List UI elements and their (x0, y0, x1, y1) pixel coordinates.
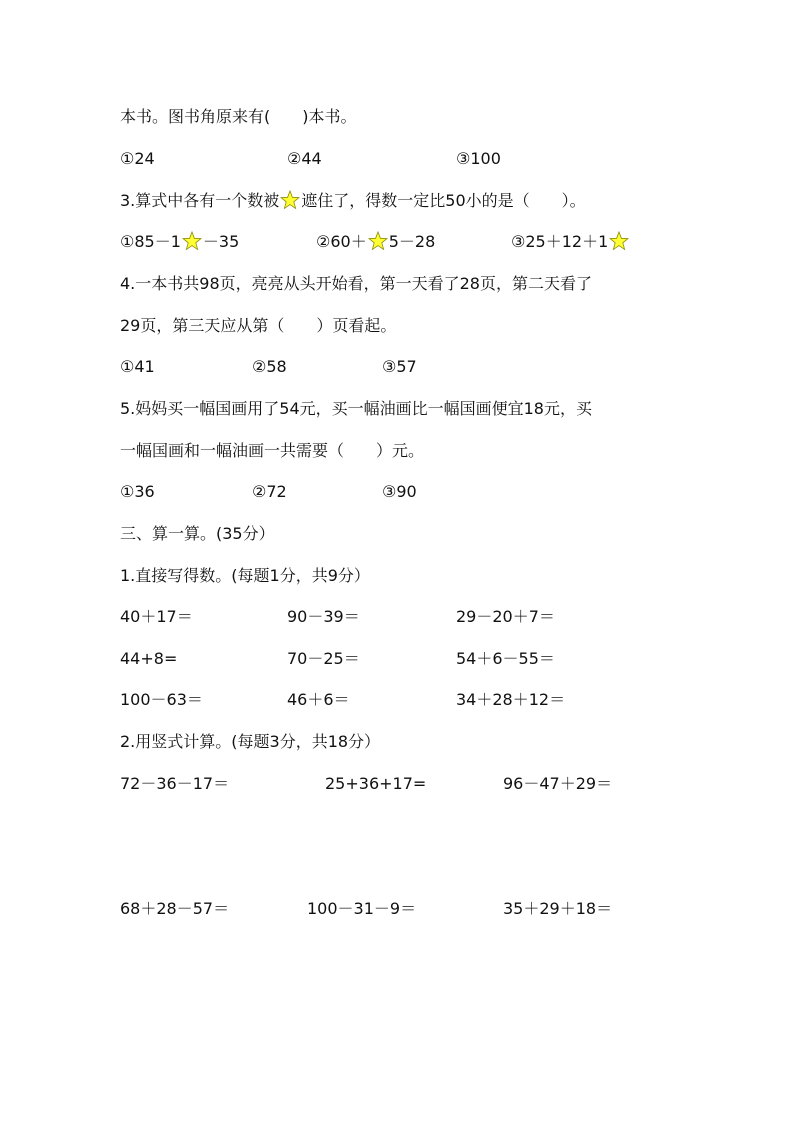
q2-tail-text: 本书。图书角原来有( )本书。 (120, 107, 357, 126)
q3-question (120, 190, 586, 212)
q4-option-3: ③57 (382, 357, 417, 376)
q3-text-before: 3.算式中各有一个数被 (120, 191, 280, 210)
sub-2-item: 35＋29＋18＝ (503, 899, 613, 918)
sub-2-item: 72－36－17＝ (120, 774, 230, 793)
sub-1-item: 44+8= (120, 649, 178, 668)
q4-line-1: 4.一本书共98页，亮亮从头开始看，第一天看了28页，第二天看了 (120, 274, 592, 293)
q5-option-3: ③90 (382, 482, 417, 501)
sub-2-item: 25+36+17= (325, 774, 427, 793)
q2-option-3: ③100 (456, 149, 501, 168)
q5-line-2: 一幅国画和一幅油画一共需要（ ）元。 (120, 441, 425, 460)
q5-option-2: ②72 (252, 482, 287, 501)
sub-1-item: 90－39＝ (287, 607, 360, 626)
q3-option-1 (120, 231, 239, 253)
star-icon (182, 231, 202, 251)
q3-option-2 (316, 231, 435, 253)
q3-option-3-part-a: ③25＋12＋1 (511, 232, 609, 251)
q5-option-1: ①36 (120, 482, 155, 501)
star-icon (368, 231, 388, 251)
q4-option-2: ②58 (252, 357, 287, 376)
sub-1-title: 1.直接写得数。(每题1分，共9分） (120, 566, 370, 585)
sub-1-item: 46＋6＝ (287, 690, 350, 709)
sub-1-item: 54＋6－55＝ (456, 649, 555, 668)
sub-1-item: 100－63＝ (120, 690, 203, 709)
star-icon (609, 231, 629, 251)
sub-2-item: 100－31－9＝ (307, 899, 417, 918)
q3-text-after: 遮住了，得数一定比50小的是（ ）。 (301, 191, 586, 210)
q3-option-1-part-b: －35 (202, 232, 240, 251)
sub-1-item: 29－20＋7＝ (456, 607, 555, 626)
star-icon (280, 190, 300, 210)
q3-option-2-part-a: ②60＋ (316, 232, 367, 251)
sub-1-item: 70－25＝ (287, 649, 360, 668)
sub-1-item: 34＋28＋12＝ (456, 690, 566, 709)
q3-option-3 (511, 231, 630, 253)
q4-option-1: ①41 (120, 357, 155, 376)
sub-1-item: 40＋17＝ (120, 607, 193, 626)
q3-option-1-part-a: ①85－1 (120, 232, 181, 251)
section-3-title: 三、算一算。(35分） (120, 524, 275, 543)
q2-option-1: ①24 (120, 149, 155, 168)
sub-2-item: 68＋28－57＝ (120, 899, 230, 918)
q4-line-2: 29页，第三天应从第（ ）页看起。 (120, 316, 397, 335)
q3-option-2-part-b: 5－28 (388, 232, 436, 251)
q2-option-2: ②44 (287, 149, 322, 168)
q5-line-1: 5.妈妈买一幅国画用了54元，买一幅油画比一幅国画便宜18元，买 (120, 399, 592, 418)
sub-2-title: 2.用竖式计算。(每题3分，共18分） (120, 732, 381, 751)
sub-2-item: 96－47＋29＝ (503, 774, 613, 793)
